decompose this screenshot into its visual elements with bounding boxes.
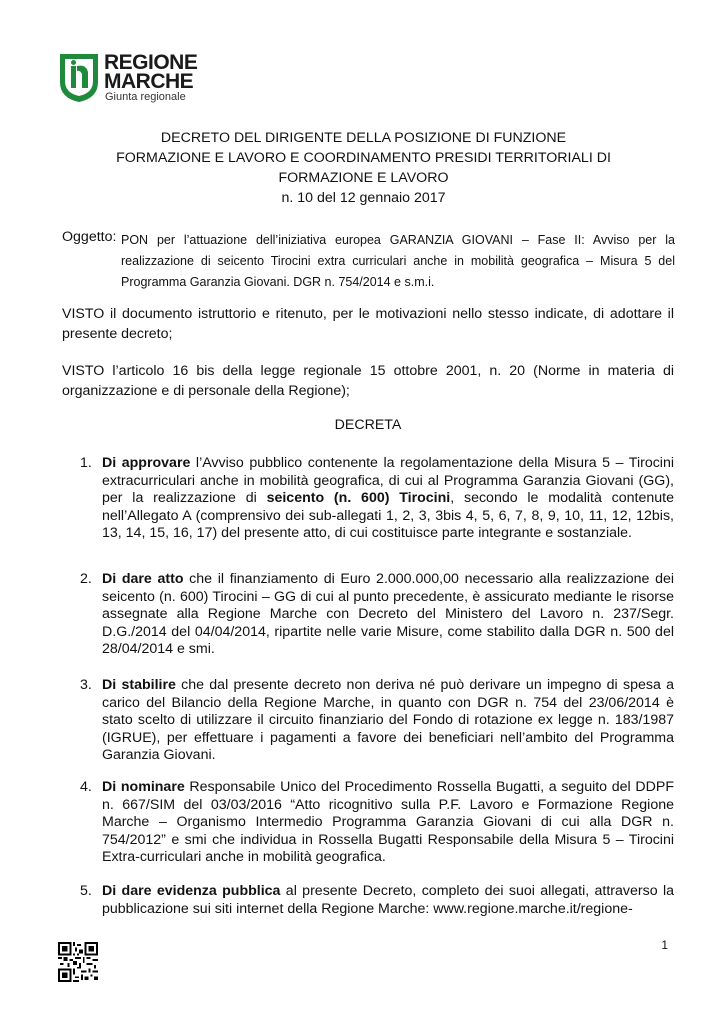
item-bold: Di nominare [102,779,185,795]
visto-paragraph-1: VISTO il documento istruttorio e ritenuto, per le motivazioni nello stesso indicate, di adottare il presente decreto; [62,306,674,342]
item-number: 1. [80,455,92,471]
item-bold: Di approvare [102,455,191,471]
item-body [102,779,674,867]
title-line: FORMAZIONE E LAVORO E COORDINAMENTO PRESIDI TERRITORIALI DI [116,150,611,166]
item-text: che dal presente decreto non deriva né può derivare un impegno di spesa a carico del Bilancio della Regione Marche, in quanto con DGR n. 754 del 23/06/2014 è stato scelto di utilizzare il circuito finanziario del Fondo di rotazione ex legge n. 183/1987 (IGRUE), per effettuare i pagamenti a favore dei beneficiari nell’ambito del Programma Garanzia Giovani. [102,677,674,763]
subject-text: PON per l’attuazione dell’iniziativa europea GARANZIA GIOVANI – Fase II: Avviso per la realizzazione di seicento Tirocini extra curriculari anche in mobilità geografica – Misura 5 del Programma Garanzia Giovani. DGR n. 754/2014 e s.m.i. [121,233,675,289]
logo-line-2: MARCHE [104,70,194,93]
title-line: FORMAZIONE E LAVORO [278,170,449,186]
item-number: 5. [80,883,92,899]
decreta-heading: DECRETA [334,417,402,433]
item-body [102,571,674,659]
item-body [102,883,674,918]
title-line: n. 10 del 12 gennaio 2017 [281,190,446,206]
item-body [102,455,674,543]
decree-title [62,128,665,208]
visto-paragraph-2: VISTO l’articolo 16 bis della legge regionale 15 ottobre 2001, n. 20 (Norme in materia di organizzazione e di personale della Regione); [62,363,674,399]
item-number: 3. [80,677,92,693]
item-bold: Di stabilire [102,677,176,693]
item-text: al presente Decreto, completo dei suoi allegati, attraverso la pubblicazione sui siti internet della Regione Marche: www.regione.marche.it/regione- [102,883,674,917]
item-text-2: , secondo le modalità contenute nell’Allegato A (comprensivo dei sub-allegati 1, 2, 3, 3bis 4, 5, 6, 7, 8, 9, 10, 11, 12, 12bis, 13, 14, 15, 16, 17) del presente atto, di cui costituisce parte integrante e sostanziale. [102,490,674,541]
item-text: Responsabile Unico del Procedimento Rossella Bugatti, a seguito del DDPF n. 667/SIM del 03/03/2016 “Atto ricognitivo sulla P.F. Lavoro e Formazione Regione Marche – Organismo Intermedio Programma Garanzia Giovani di cui alla DGR n. 754/2012” e smi che individua in Rossella Bugatti Responsabile della Misura 5 – Tirocini Extra-curriculari anche in mobilità geografica. [102,779,674,865]
item-body [102,677,674,765]
item-bold: Di dare evidenza pubblica [102,883,281,899]
item-bold-2: seicento (n. 600) Tirocini [266,490,451,506]
item-number: 2. [80,571,92,587]
item-bold: Di dare atto [102,571,184,587]
item-text: che il finanziamento di Euro 2.000.000,00 necessario alla realizzazione dei seicento (n. 600) Tirocini – GG di cui al punto precedente, è assicurato mediante le risorse assegnate alla Regione Marche con Decreto del Ministero del Lavoro n. 237/Segr. D.G./2014 del 04/04/2014, ripartite nelle varie Misure, come stabilito dalla DGR n. 500 del 28/04/2014 e smi. [102,571,675,657]
regione-marche-emblem-icon [58,52,100,104]
subject-label: Oggetto: [62,229,117,245]
item-number: 4. [80,779,92,795]
regione-marche-logo [58,50,208,108]
title-line: DECRETO DEL DIRIGENTE DELLA POSIZIONE DI FUNZIONE [160,130,567,146]
qr-code-icon [58,942,98,982]
item-text: l’Avviso pubblico contenente la regolamentazione della Misura 5 – Tirocini extracurriculari anche in mobilità geografica, di cui al Programma Garanzia Giovani (GG), per la realizzazione di [102,455,674,506]
page-number: 1 [661,938,668,952]
logo-line-1: REGIONE [104,51,198,74]
logo-line-3: Giunta regionale [105,91,186,103]
